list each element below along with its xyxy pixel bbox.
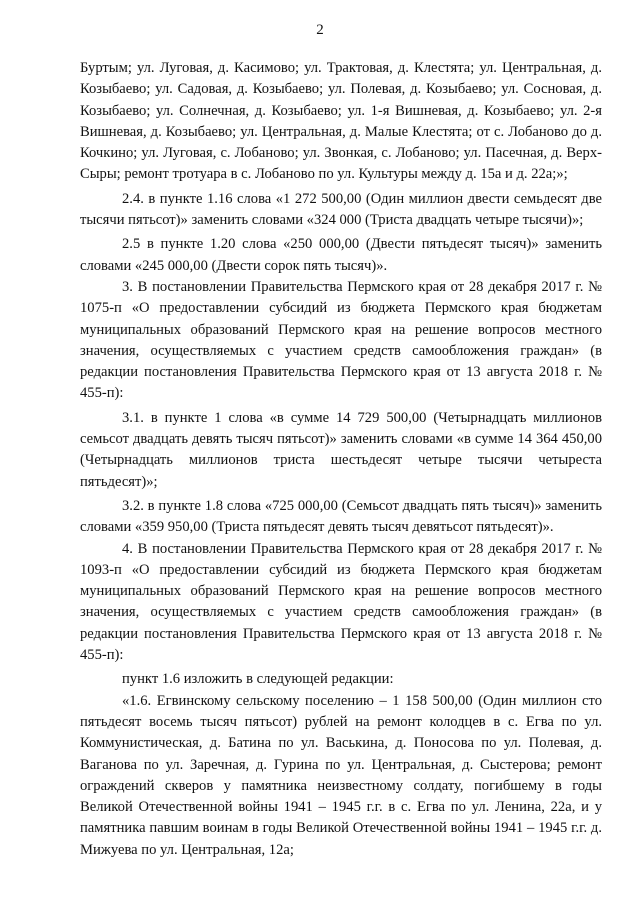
paragraph-4: 4. В постановлении Правительства Пермского края от 28 декабря 2017 г. № 1093-п «О предоставлении субсидий из бюджета Пермского края бюджетам муниципальных образований Пермского края на решение вопросов местного значения, осуществляемых с участием средств самообложения граждан» (в редакции постановления Правительства Пермского края от 13 августа 2018 г. № 455-п): [80,540,602,664]
paragraph-3-1: 3.1. в пункте 1 слова «в сумме 14 729 500,00 (Четырнадцать миллионов семьсот двадцать девять тысяч пятьсот)» заменить словами «в сумме 14 364 450,00 (Четырнадцать миллионов триста шестьдесят четыре тысячи четыреста пятьдесят)»; [80,409,602,490]
paragraph-2-5: 2.5 в пункте 1.20 слова «250 000,00 (Двести пятьдесят тысяч)» заменить словами «245 000,00 (Двести сорок пять тысяч)». [80,236,602,274]
document-body [80,58,602,861]
paragraph-3: 3. В постановлении Правительства Пермского края от 28 декабря 2017 г. № 1075-п «О предоставлении субсидий из бюджета Пермского края бюджетам муниципальных образований Пермского края на решение вопросов местного значения, осуществляемых с участием средств самообложения граждан» (в редакции постановления Правительства Пермского края от 13 августа 2018 г. № 455-п): [80,278,602,402]
paragraph-3-2: 3.2. в пункте 1.8 слова «725 000,00 (Семьсот двадцать пять тысяч)» заменить словами «359 950,00 (Триста пятьдесят девять тысяч девятьсот пятьдесят)». [80,497,602,536]
page-number: 2 [316,22,324,38]
paragraph-4-intro: пункт 1.6 изложить в следующей редакции: [122,671,394,688]
paragraph-1-6: «1.6. Егвинскому сельскому поселению – 1 158 500,00 (Один миллион сто пятьдесят восемь тысяч пятьсот) рублей на ремонт колодцев в с. Егва по ул. Коммунистическая, д. Батина по ул. Васькина, д. Поносова по ул. Полевая, д. Ваганова по ул. Заречная, д. Гурина по ул. Центральная, д. Сыстерова; ремонт ограждений скверов у памятника неизвестному солдату, погибшему в годы Великой Отечественной войны 1941 – 1945 г.г. в с. Егва по ул. Ленина, 22а, и у памятника павшим воинам в годы Великой Отечественной войны 1941 – 1945 г.г. д. Мижуева по ул. Центральная, 12а; [80,692,602,858]
paragraph-2-4: 2.4. в пункте 1.16 слова «1 272 500,00 (Один миллион двести семьдесят две тысячи пятьсот)» заменить словами «324 000 (Триста двадцать четыре тысячи)»; [80,190,602,229]
paragraph-continuation: Буртым; ул. Луговая, д. Касимово; ул. Трактовая, д. Клестята; ул. Центральная, д. Козыбаево; ул. Садовая, д. Козыбаево; ул. Полевая, д. Козыбаево; ул. Сосновая, д. Козыбаево; ул. Солнечная, д. Козыбаево; ул. 1-я Вишневая, д. Козыбаево; ул. 2-я Вишневая, д. Козыбаево; ул. Центральная, д. Малые Клестята; от с. Лобаново до д. Кочкино; ул. Луговая, с. Лобаново; ул. Звонкая, с. Лобаново; ул. Пасечная, д. Верх-Сыры; ремонт тротуара в с. Лобаново по ул. Культуры между д. 15а и д. 22а;»; [80,60,602,183]
